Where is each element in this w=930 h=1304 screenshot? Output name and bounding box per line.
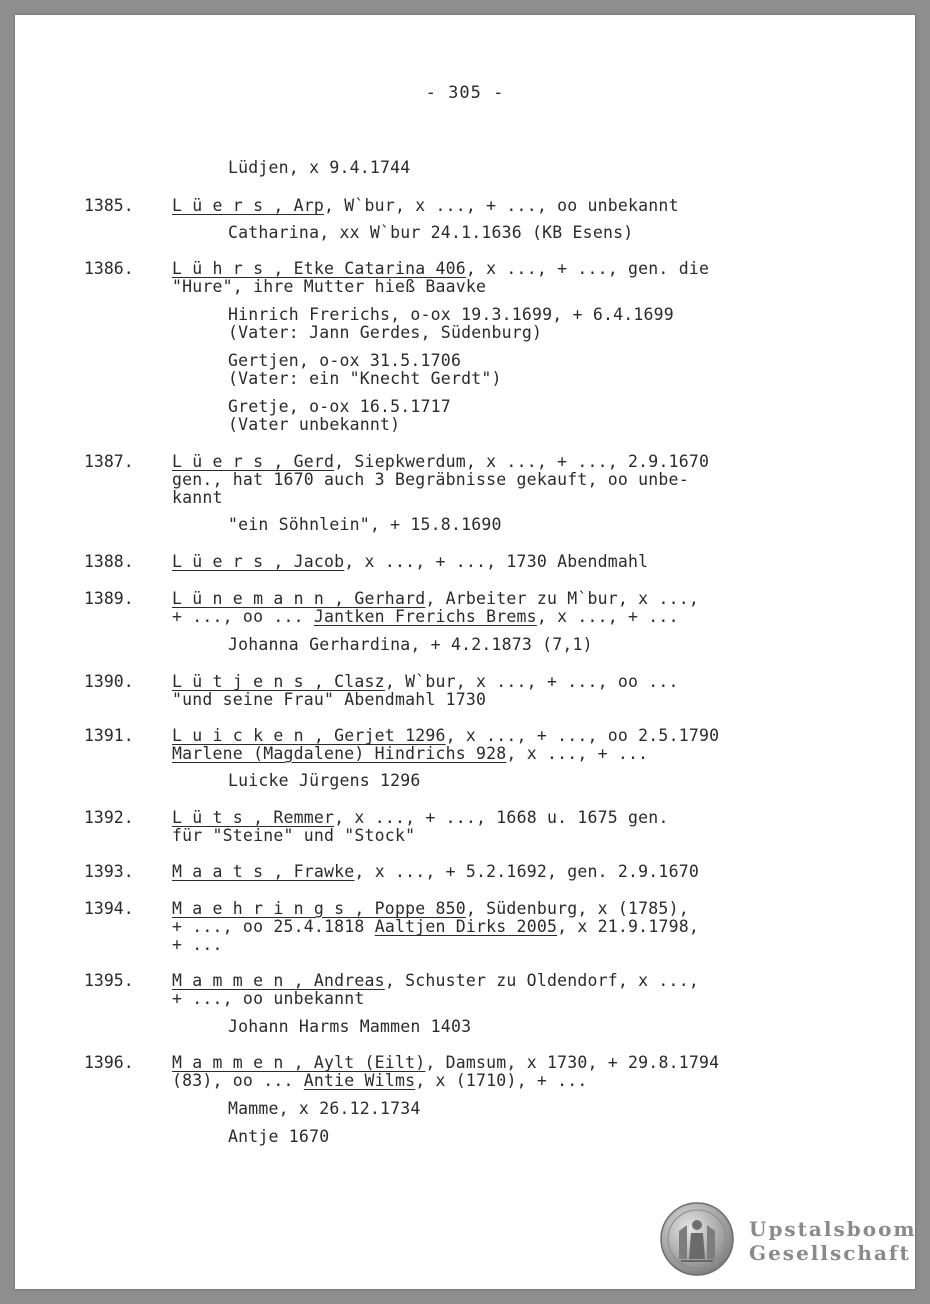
entry-detail-line bbox=[172, 745, 648, 763]
society-name-line1: Upstalsboom bbox=[749, 1217, 917, 1241]
entry-number: 1387. bbox=[84, 452, 134, 471]
underlined-name: Aaltjen Dirks 2005 bbox=[374, 917, 558, 936]
society-name-line2: Gesellschaft bbox=[749, 1241, 911, 1265]
entry-detail-line bbox=[228, 224, 633, 242]
entry-text: , Südenburg, x (1785), bbox=[465, 899, 689, 918]
underlined-name: M a m m e n , Aylt (Eilt) bbox=[172, 1053, 426, 1072]
entry-line bbox=[172, 727, 719, 745]
entry-detail-line bbox=[172, 918, 699, 936]
entry-text: Gretje, o-ox 16.5.1717 bbox=[228, 397, 451, 416]
entry-line bbox=[172, 260, 709, 278]
entry-text: , x ..., + ..., 1668 u. 1675 gen. bbox=[334, 808, 669, 827]
underlined-name: L ü t s , Remmer bbox=[172, 808, 335, 827]
entry-detail-line bbox=[228, 1128, 329, 1146]
entry-text: , Arbeiter zu M`bur, x ..., bbox=[425, 589, 699, 608]
entry-detail-line bbox=[172, 608, 679, 626]
entry-text: Lüdjen, x 9.4.1744 bbox=[228, 158, 411, 177]
entry-line bbox=[172, 197, 679, 215]
entry-line bbox=[172, 900, 689, 918]
entry-text: Mamme, x 26.12.1734 bbox=[228, 1099, 421, 1118]
entry-number: 1390. bbox=[84, 672, 134, 691]
underlined-name: M a a t s , Frawke bbox=[172, 862, 355, 881]
underlined-name: L ü e r s , Gerd bbox=[172, 452, 335, 471]
entry-text: , Schuster zu Oldendorf, x ..., bbox=[384, 971, 699, 990]
entry-text: , x ..., + ..., 1730 Abendmahl bbox=[344, 552, 649, 571]
entry-text: Hinrich Frerichs, o-ox 19.3.1699, + 6.4.1699 bbox=[228, 305, 674, 324]
page-number: - 305 - bbox=[425, 83, 505, 103]
entry-text: (Vater: ein "Knecht Gerdt") bbox=[228, 369, 502, 388]
entry-detail-line bbox=[228, 416, 400, 434]
entry-number: 1395. bbox=[84, 971, 134, 990]
entry-detail-line bbox=[228, 636, 593, 654]
document-page bbox=[15, 15, 915, 1289]
entry-text: + ..., oo ... bbox=[172, 607, 314, 626]
entry-text: Johann Harms Mammen 1403 bbox=[228, 1017, 472, 1036]
entry-line bbox=[172, 809, 669, 827]
entry-number: 1392. bbox=[84, 808, 134, 827]
entry-text: , x ..., + 5.2.1692, gen. 2.9.1670 bbox=[354, 862, 699, 881]
entry-detail-line bbox=[172, 990, 365, 1008]
entry-text: kannt bbox=[172, 488, 223, 507]
entry-text: Gertjen, o-ox 31.5.1706 bbox=[228, 351, 462, 370]
entry-text: , Siepkwerdum, x ..., + ..., 2.9.1670 bbox=[334, 452, 710, 471]
entry-number: 1393. bbox=[84, 862, 134, 881]
entry-detail-line bbox=[228, 516, 502, 534]
entry-detail-line bbox=[228, 352, 461, 370]
entry-text: + ..., oo unbekannt bbox=[172, 989, 365, 1008]
entry-detail-line bbox=[228, 370, 502, 388]
underlined-name: Marlene (Magdalene) Hindrichs 928 bbox=[172, 744, 507, 763]
underlined-name: M a m m e n , Andreas bbox=[172, 971, 385, 990]
entry-line bbox=[172, 453, 709, 471]
entry-number: 1389. bbox=[84, 589, 134, 608]
entry-number: 1388. bbox=[84, 552, 134, 571]
underlined-name: L ü h r s , Etke Catarina 406 bbox=[172, 259, 466, 278]
genealogy-entries bbox=[15, 15, 915, 1195]
entry-text: , x ..., + ... bbox=[506, 744, 649, 763]
entry-text: , Damsum, x 1730, + 29.8.1794 bbox=[425, 1053, 720, 1072]
underlined-name: Jantken Frerichs Brems bbox=[313, 607, 537, 626]
entry-line bbox=[172, 553, 648, 571]
entry-text: "und seine Frau" Abendmahl 1730 bbox=[172, 690, 487, 709]
entry-detail-line bbox=[172, 1072, 588, 1090]
entry-text: Luicke Jürgens 1296 bbox=[228, 771, 421, 790]
entry-text: für "Steine" und "Stock" bbox=[172, 826, 416, 845]
entry-text: , x (1710), + ... bbox=[415, 1071, 588, 1090]
entry-line bbox=[172, 1054, 719, 1072]
entry-detail-line bbox=[172, 489, 223, 507]
entry-detail-line bbox=[172, 691, 486, 709]
entry-text: + ..., oo 25.4.1818 bbox=[172, 917, 375, 936]
entry-line bbox=[172, 972, 699, 990]
entry-line bbox=[172, 590, 699, 608]
entry-number: 1391. bbox=[84, 726, 134, 745]
entry-text: , x ..., + ..., oo 2.5.1790 bbox=[445, 726, 720, 745]
underlined-name: Antie Wilms bbox=[303, 1071, 416, 1090]
entry-text: , x 21.9.1798, bbox=[557, 917, 699, 936]
entry-number: 1396. bbox=[84, 1053, 134, 1072]
entry-detail-line bbox=[228, 324, 542, 342]
underlined-name: M a e h r i n g s , Poppe 850 bbox=[172, 899, 466, 918]
entry-detail-line bbox=[228, 1100, 421, 1118]
underlined-name: L ü t j e n s , Clasz bbox=[172, 672, 385, 691]
entry-line bbox=[172, 673, 679, 691]
entry-text: , x ..., + ... bbox=[536, 607, 679, 626]
entry-detail-line bbox=[228, 1018, 471, 1036]
entry-number: 1385. bbox=[84, 196, 134, 215]
entry-detail-line bbox=[172, 936, 223, 954]
entry-text: + ... bbox=[172, 935, 223, 954]
entry-detail-line bbox=[228, 398, 451, 416]
entry-text: (Vater: Jann Gerdes, Südenburg) bbox=[228, 323, 543, 342]
society-logo bbox=[659, 1201, 917, 1277]
entry-text: (83), oo ... bbox=[172, 1071, 304, 1090]
entry-text: , W`bur, x ..., + ..., oo ... bbox=[384, 672, 679, 691]
underlined-name: L ü e r s , Jacob bbox=[172, 552, 345, 571]
underlined-name: L ü n e m a n n , Gerhard bbox=[172, 589, 426, 608]
underlined-name: L u i c k e n , Gerjet 1296 bbox=[172, 726, 446, 745]
entry-text: Johanna Gerhardina, + 4.2.1873 (7,1) bbox=[228, 635, 593, 654]
entry-text: Catharina, xx W`bur 24.1.1636 (KB Esens) bbox=[228, 223, 634, 242]
entry-detail-line bbox=[228, 159, 410, 177]
entry-text: "ein Söhnlein", + 15.8.1690 bbox=[228, 515, 502, 534]
entry-detail-line bbox=[172, 827, 415, 845]
entry-number: 1394. bbox=[84, 899, 134, 918]
entry-text: "Hure", ihre Mutter hieß Baavke bbox=[172, 277, 487, 296]
entry-text: gen., hat 1670 auch 3 Begräbnisse gekauft, oo unbe- bbox=[172, 470, 689, 489]
underlined-name: L ü e r s , Arp bbox=[172, 196, 325, 215]
entry-line bbox=[172, 863, 699, 881]
entry-text: , x ..., + ..., gen. die bbox=[465, 259, 710, 278]
entry-detail-line bbox=[172, 471, 689, 489]
entry-detail-line bbox=[172, 278, 486, 296]
entry-text: Antje 1670 bbox=[228, 1127, 330, 1146]
entry-text: , W`bur, x ..., + ..., oo unbekannt bbox=[324, 196, 679, 215]
society-name bbox=[749, 1217, 917, 1265]
society-seal-icon bbox=[659, 1201, 735, 1277]
entry-number: 1386. bbox=[84, 259, 134, 278]
entry-text: (Vater unbekannt) bbox=[228, 415, 401, 434]
entry-detail-line bbox=[228, 772, 421, 790]
entry-detail-line bbox=[228, 306, 674, 324]
